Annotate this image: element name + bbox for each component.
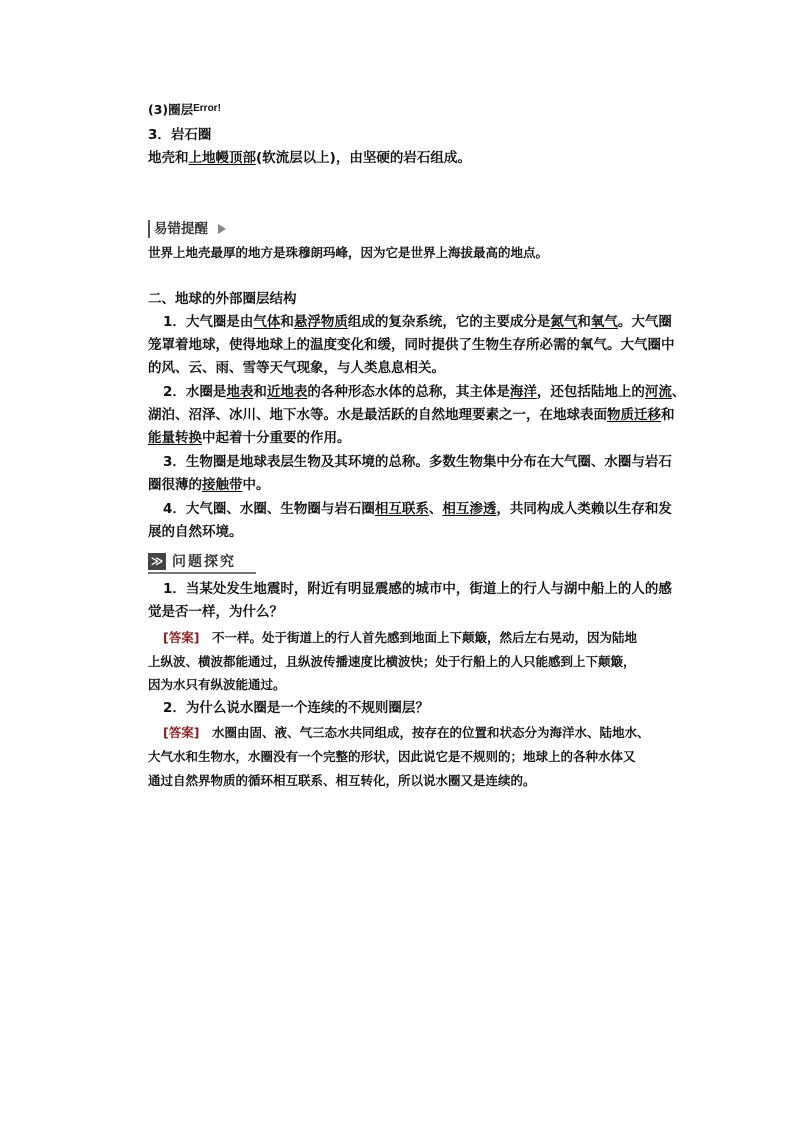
underlined-term: 相互联系 <box>374 501 429 517</box>
text-run: ，共同构成人类赖以生存和发 <box>496 501 672 517</box>
inquiry-header <box>148 552 258 572</box>
text-run: 和 <box>280 314 294 330</box>
underlined-term: 上地幔顶部 <box>188 150 256 166</box>
text-run: 、 <box>671 384 686 400</box>
text-run: 2．水圈是 <box>163 384 227 400</box>
triangle-right-icon <box>218 224 226 234</box>
p1-line1 <box>163 311 703 333</box>
callout-bar <box>148 220 150 238</box>
a2-line3: 通过自然界物质的循环相互联系、相互转化，所以说水圈又是连续的。 <box>148 773 536 788</box>
underlined-term: 近地表 <box>266 384 308 400</box>
a2-line2: 大气水和生物水，水圈没有一个完整的形状，因此说它是不规则的；地球上的各种水体又 <box>148 749 636 764</box>
inquiry-underline <box>148 572 256 574</box>
text-run: ，还包括陆地上的 <box>536 384 645 400</box>
text-run: 组成的复杂系统，它的主要成分是 <box>347 314 551 330</box>
double-chevron-icon: ≫ <box>148 553 166 570</box>
answer-tag: [答案] <box>163 725 200 740</box>
inquiry-title: 问题探究 <box>172 554 236 570</box>
p3-line1: 3．生物圈是地球表层生物及其环境的总称。多数生物集中分布在大气圈、水圈与岩石 <box>163 454 672 470</box>
p4-line1 <box>163 498 703 520</box>
text-run: 和 <box>253 384 267 400</box>
underlined-term: 地表 <box>226 384 254 400</box>
text-run: 1．大气圈是由 <box>163 314 254 330</box>
callout-header <box>148 218 298 240</box>
a1-line2: 上纵波、横波都能通过，且纵波传播速度比横波快；处于行船上的人只能感到上下颠簸， <box>148 654 636 669</box>
text-run: (软流层以上)，由坚硬的岩石组成。 <box>256 150 471 166</box>
q1-line1: 1．当某处发生地震时，附近有明显震感的城市中，街道上的行人与湖中船上的人的感 <box>163 581 672 597</box>
text-run: 。大气圈 <box>617 314 672 330</box>
underlined-term: 物质迁移 <box>607 407 661 423</box>
underlined-term: 氮气 <box>550 314 578 330</box>
p1-line3: 的风、云、雨、雪等天气现象，与人类息息相关。 <box>148 360 445 376</box>
a2-line1 <box>163 722 703 744</box>
outer-heading: 二、地球的外部圈层结构 <box>148 291 297 307</box>
underlined-term: 氧气 <box>590 314 618 330</box>
underlined-term: 相互渗透 <box>442 501 497 517</box>
text-run: 圈很薄的 <box>148 477 202 493</box>
underlined-term: 接触带 <box>202 477 243 493</box>
text-run: 和 <box>577 314 591 330</box>
text-run: 中。 <box>242 477 270 493</box>
a1-line1 <box>163 627 703 649</box>
q2-line: 2．为什么说水圈是一个连续的不规则圈层？ <box>163 700 429 716</box>
text-run: 的各种形态水体的总称，其主体是 <box>307 384 510 400</box>
answer-tag: [答案] <box>163 630 200 645</box>
text-run: 和 <box>661 407 675 423</box>
p2-line1 <box>163 381 703 403</box>
lithosphere-text <box>148 147 688 169</box>
text-run: 、 <box>428 501 443 517</box>
layer-error: Error! <box>193 103 221 114</box>
text-run: 地壳和 <box>148 150 189 166</box>
p1-line2: 笼罩着地球，使得地球上的温度变化和缓，同时提供了生物生存所必需的氧气。大气圈中 <box>148 337 675 353</box>
text-run: 不一样。处于街道上的行人首先感到地面上下颠簸，然后左右晃动，因为陆地 <box>199 630 637 645</box>
callout-title: 易错提醒 <box>154 221 208 237</box>
text-run: 湖泊、沼泽、冰川、地下水等。水是最活跃的自然地理要素之一，在地球表面 <box>148 407 607 423</box>
underlined-term: 能量转换 <box>148 430 202 446</box>
text-run: 4．大气圈、水圈、生物圈与岩石圈 <box>163 501 375 517</box>
underlined-term: 悬浮物质 <box>293 314 348 330</box>
a1-line3: 因为水只有纵波能通过。 <box>148 677 286 692</box>
q1-line2: 觉是否一样，为什么？ <box>148 604 283 620</box>
layer-line <box>148 98 688 121</box>
p4-line2: 展的自然环境。 <box>148 524 243 540</box>
p3-line2 <box>148 474 688 496</box>
underlined-term: 河流 <box>644 384 672 400</box>
underlined-term: 气体 <box>253 314 281 330</box>
lithosphere-heading: 3．岩石圈 <box>148 127 212 143</box>
text-run: 水圈由固、液、气三态水共同组成，按存在的位置和状态分为海洋水、陆地水、 <box>199 725 650 740</box>
p2-line3 <box>148 427 688 449</box>
callout-text: 世界上地壳最厚的地方是珠穆朗玛峰，因为它是世界上海拔最高的地点。 <box>148 245 549 260</box>
underlined-term: 海洋 <box>509 384 537 400</box>
p2-line2 <box>148 404 688 426</box>
layer-prefix: (3)圈层 <box>148 102 194 117</box>
text-run: 中起着十分重要的作用。 <box>202 430 351 446</box>
